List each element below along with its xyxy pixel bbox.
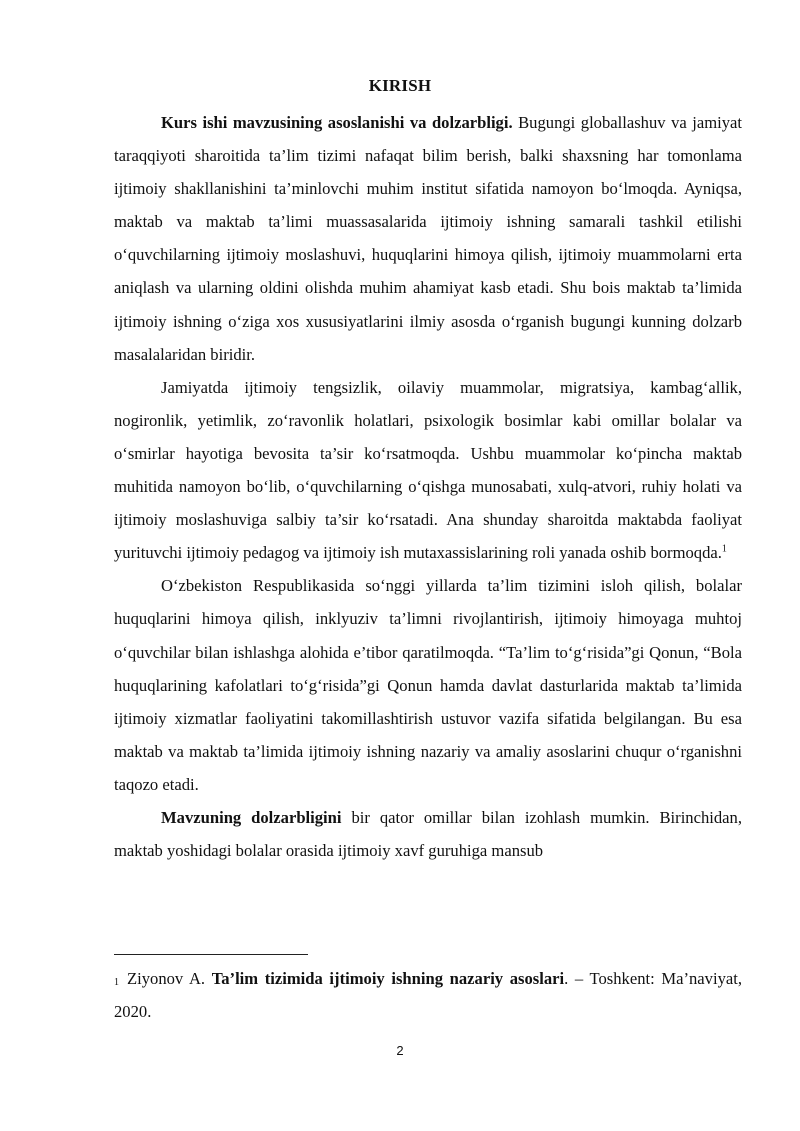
footnote-title: Ta’lim tizimida ijtimoiy ishning nazariy asoslari [211, 969, 565, 988]
paragraph-4-lead: Mavzuning dolzarbligini [161, 807, 342, 827]
paragraph-4 [114, 801, 742, 867]
page-heading: KIRISH [368, 76, 432, 95]
paragraph-3 [114, 569, 742, 801]
paragraph-1 [114, 106, 742, 371]
footnote-publication: . – Toshkent: Ma’naviyat, 2020. [114, 969, 742, 1021]
paragraph-2 [114, 371, 742, 570]
footnote-divider [114, 954, 308, 955]
paragraph-1-lead: Kurs ishi mavzusining asoslanishi va dolzarbligi. [161, 113, 513, 132]
footnote [114, 962, 742, 1028]
paragraph-3-text: O‘zbekiston Respublikasida so‘nggi yillarda ta’lim tizimini isloh qilish, bolalar huquqlarini himoya qilish, inklyuziv ta’limni rivojlantirish, ijtimoiy himoyaga muhtoj o‘quvchilar bilan ishlashga alohida e’tibor qaratilmoqda. “Ta’lim to‘g‘risida”gi Qonun, “Bola huquqlarining kafolatlari to‘g‘risida”gi Qonun hamda davlat dasturlarida maktab ta’limida ijtimoiy xizmatlar faoliyatini takomillashtirish ustuvor vazifa sifatida belgilangan. Bu esa maktab va maktab ta’limida ijtimoiy ishning nazariy va amaliy asoslarini chuqur o‘rganishni taqozo etadi. [114, 576, 742, 794]
page-number: 2 [396, 1043, 404, 1058]
body-text [114, 106, 742, 867]
paragraph-4-text: bir qator omillar bilan izohlash mumkin. Birinchidan, maktab yoshidagi bolalar orasida ijtimoiy xavf guruhiga mansub [114, 807, 742, 861]
paragraph-2-text: Jamiyatda ijtimoiy tengsizlik, oilaviy muammolar, migratsiya, kambag‘allik, nogironlik, yetimlik, zo‘ravonlik holatlari, psixologik bosimlar kabi omillar bolalar va o‘smirlar hayotiga bevosita ta’sir ko‘rsatmoqda. Ushbu muammolar ko‘pincha maktab muhitida namoyon bo‘lib, o‘quvchilarning o‘qishga munosabati, xulq-atvori, ruhiy holati va ijtimoiy moslashuviga salbiy ta’sir ko‘rsatadi. Ana shunday sharoitda maktabda faoliyat yurituvchi ijtimoiy pedagog va ijtimoiy ish mutaxassislarining roli yanada oshib bormoqda. [114, 377, 742, 563]
paragraph-1-text: Bugungi globallashuv va jamiyat taraqqiyoti sharoitida ta’lim tizimi nafaqat bilim berish, balki shaxsning har tomonlama ijtimoiy shakllanishini ta’minlovchi muhim institut sifatida namoyon bo‘lmoqda. Ayniqsa, maktab va maktab ta’limi muassasalarida ijtimoiy ishning samarali tashkil etilishi o‘quvchilarning ijtimoiy moslashuvi, huquqlarini himoya qilish, ijtimoiy muammolarni erta aniqlash va ularning oldini olishda muhim ahamiyat kasb etadi. Shu bois maktab ta’limida ijtimoiy ishning o‘ziga xos xususiyatlarini ilmiy asosda o‘rganish bugungi kunning dolzarb masalalaridan biridir. [114, 113, 742, 364]
footnote-author: Ziyonov A. [127, 969, 206, 988]
footnote-mark: 1 [114, 977, 119, 988]
footnote-reference[interactable]: 1 [721, 543, 727, 555]
